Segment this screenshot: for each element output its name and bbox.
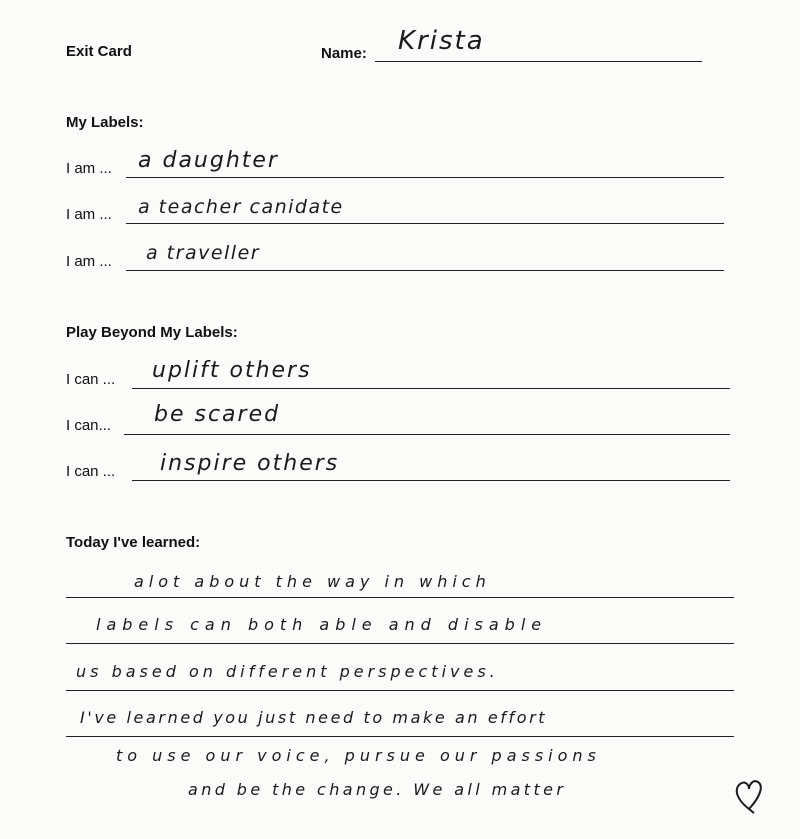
play-answer-2: be scared: [154, 402, 281, 427]
learned-text-2: labels can both able and disable: [96, 615, 548, 634]
label-answer-1: a daughter: [138, 148, 279, 173]
play-line-3: [132, 480, 730, 481]
play-answer-1: uplift others: [152, 358, 312, 383]
learned-line-3: [66, 690, 734, 691]
learned-text-6: and be the change. We all matter: [188, 780, 567, 799]
play-prefix-3: I can ...: [66, 463, 116, 480]
learned-text-1: alot about the way in which: [134, 572, 491, 591]
play-line-2: [124, 434, 730, 435]
label-answer-2: a teacher canidate: [138, 196, 344, 218]
name-underline: [375, 61, 702, 62]
learned-heading: Today I've learned:: [66, 534, 201, 551]
play-prefix-2: I can...: [66, 417, 112, 434]
play-beyond-heading: Play Beyond My Labels:: [66, 324, 238, 341]
label-line-2: [126, 223, 724, 224]
name-value: Krista: [398, 26, 485, 56]
label-answer-3: a traveller: [146, 242, 261, 264]
play-line-1: [132, 388, 730, 389]
my-labels-heading: My Labels:: [66, 114, 144, 131]
label-prefix-3: I am ...: [66, 253, 112, 270]
learned-text-4: I've learned you just need to make an effort: [80, 708, 548, 727]
label-line-3: [126, 270, 724, 271]
learned-line-2: [66, 643, 734, 644]
name-label: Name:: [321, 45, 367, 62]
play-prefix-1: I can ...: [66, 371, 116, 388]
heart-doodle-icon: [732, 775, 766, 815]
learned-line-4: [66, 736, 734, 737]
label-prefix-2: I am ...: [66, 206, 112, 223]
learned-line-1: [66, 597, 734, 598]
learned-text-5: to use our voice, pursue our passions: [116, 746, 601, 765]
card-title: Exit Card: [66, 43, 132, 60]
label-line-1: [126, 177, 724, 178]
play-answer-3: inspire others: [160, 451, 340, 476]
learned-text-3: us based on different perspectives.: [76, 662, 499, 681]
label-prefix-1: I am ...: [66, 160, 112, 177]
